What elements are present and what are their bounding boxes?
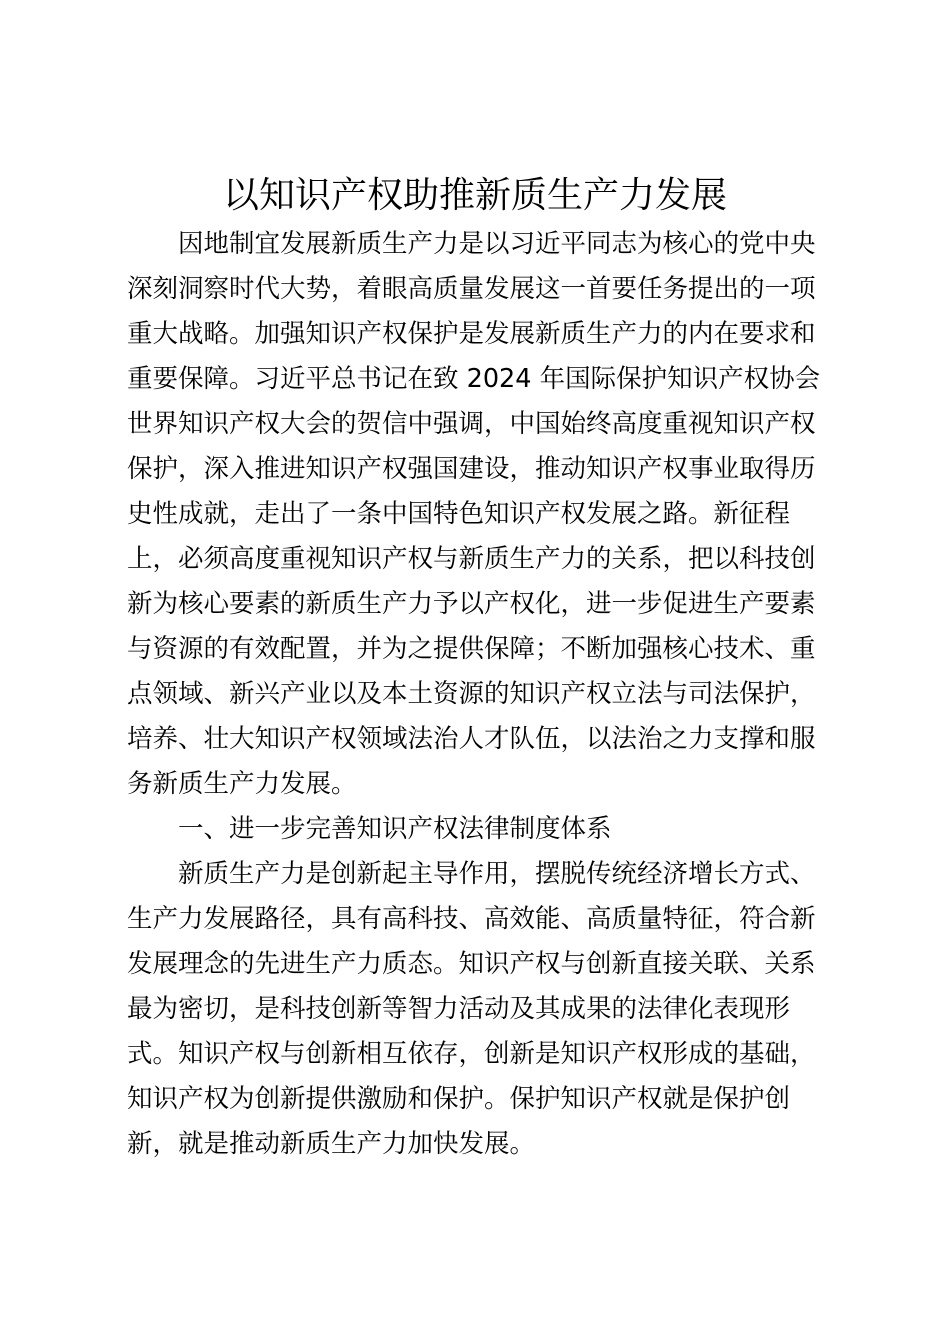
text-line: 重大战略。加强知识产权保护是发展新质生产力的内在要求和 (127, 319, 816, 349)
text-line: 新，就是推动新质生产力加快发展。 (127, 1129, 536, 1159)
text-line: 生产力发展路径，具有高科技、高效能、高质量特征，符合新 (127, 904, 816, 934)
text-line: 培养、壮大知识产权领域法治人才队伍，以法治之力支撑和服 (127, 724, 816, 754)
text-line: 新质生产力是创新起主导作用，摆脱传统经济增长方式、 (178, 859, 816, 889)
text-line: 式。知识产权与创新相互依存，创新是知识产权形成的基础， (127, 1039, 816, 1069)
text-line: 与资源的有效配置，并为之提供保障；不断加强核心技术、重 (127, 634, 816, 664)
document-title: 以知识产权助推新质生产力发展 (222, 175, 727, 216)
text-line: 点领域、新兴产业以及本土资源的知识产权立法与司法保护， (127, 679, 816, 709)
text-line: 务新质生产力发展。 (127, 769, 357, 799)
text-line: 最为密切，是科技创新等智力活动及其成果的法律化表现形 (127, 994, 791, 1024)
text-line: 发展理念的先进生产力质态。知识产权与创新直接关联、关系 (127, 949, 816, 979)
text-line: 史性成就，走出了一条中国特色知识产权发展之路。新征程 (127, 499, 791, 529)
text-line: 上，必须高度重视知识产权与新质生产力的关系，把以科技创 (127, 544, 816, 574)
section-heading: 一、进一步完善知识产权法律制度体系 (178, 814, 612, 844)
text-line: 深刻洞察时代大势，着眼高质量发展这一首要任务提出的一项 (127, 274, 816, 304)
text-line: 保护，深入推进知识产权强国建设，推动知识产权事业取得历 (127, 454, 816, 484)
text-line: 重要保障。习近平总书记在致 2024 年国际保护知识产权协会 (127, 364, 821, 394)
text-line: 世界知识产权大会的贺信中强调，中国始终高度重视知识产权 (127, 409, 816, 439)
text-line: 新为核心要素的新质生产力予以产权化，进一步促进生产要素 (127, 589, 816, 619)
text-line: 知识产权为创新提供激励和保护。保护知识产权就是保护创 (127, 1084, 791, 1114)
text-line: 因地制宜发展新质生产力是以习近平同志为核心的党中央 (178, 229, 816, 259)
